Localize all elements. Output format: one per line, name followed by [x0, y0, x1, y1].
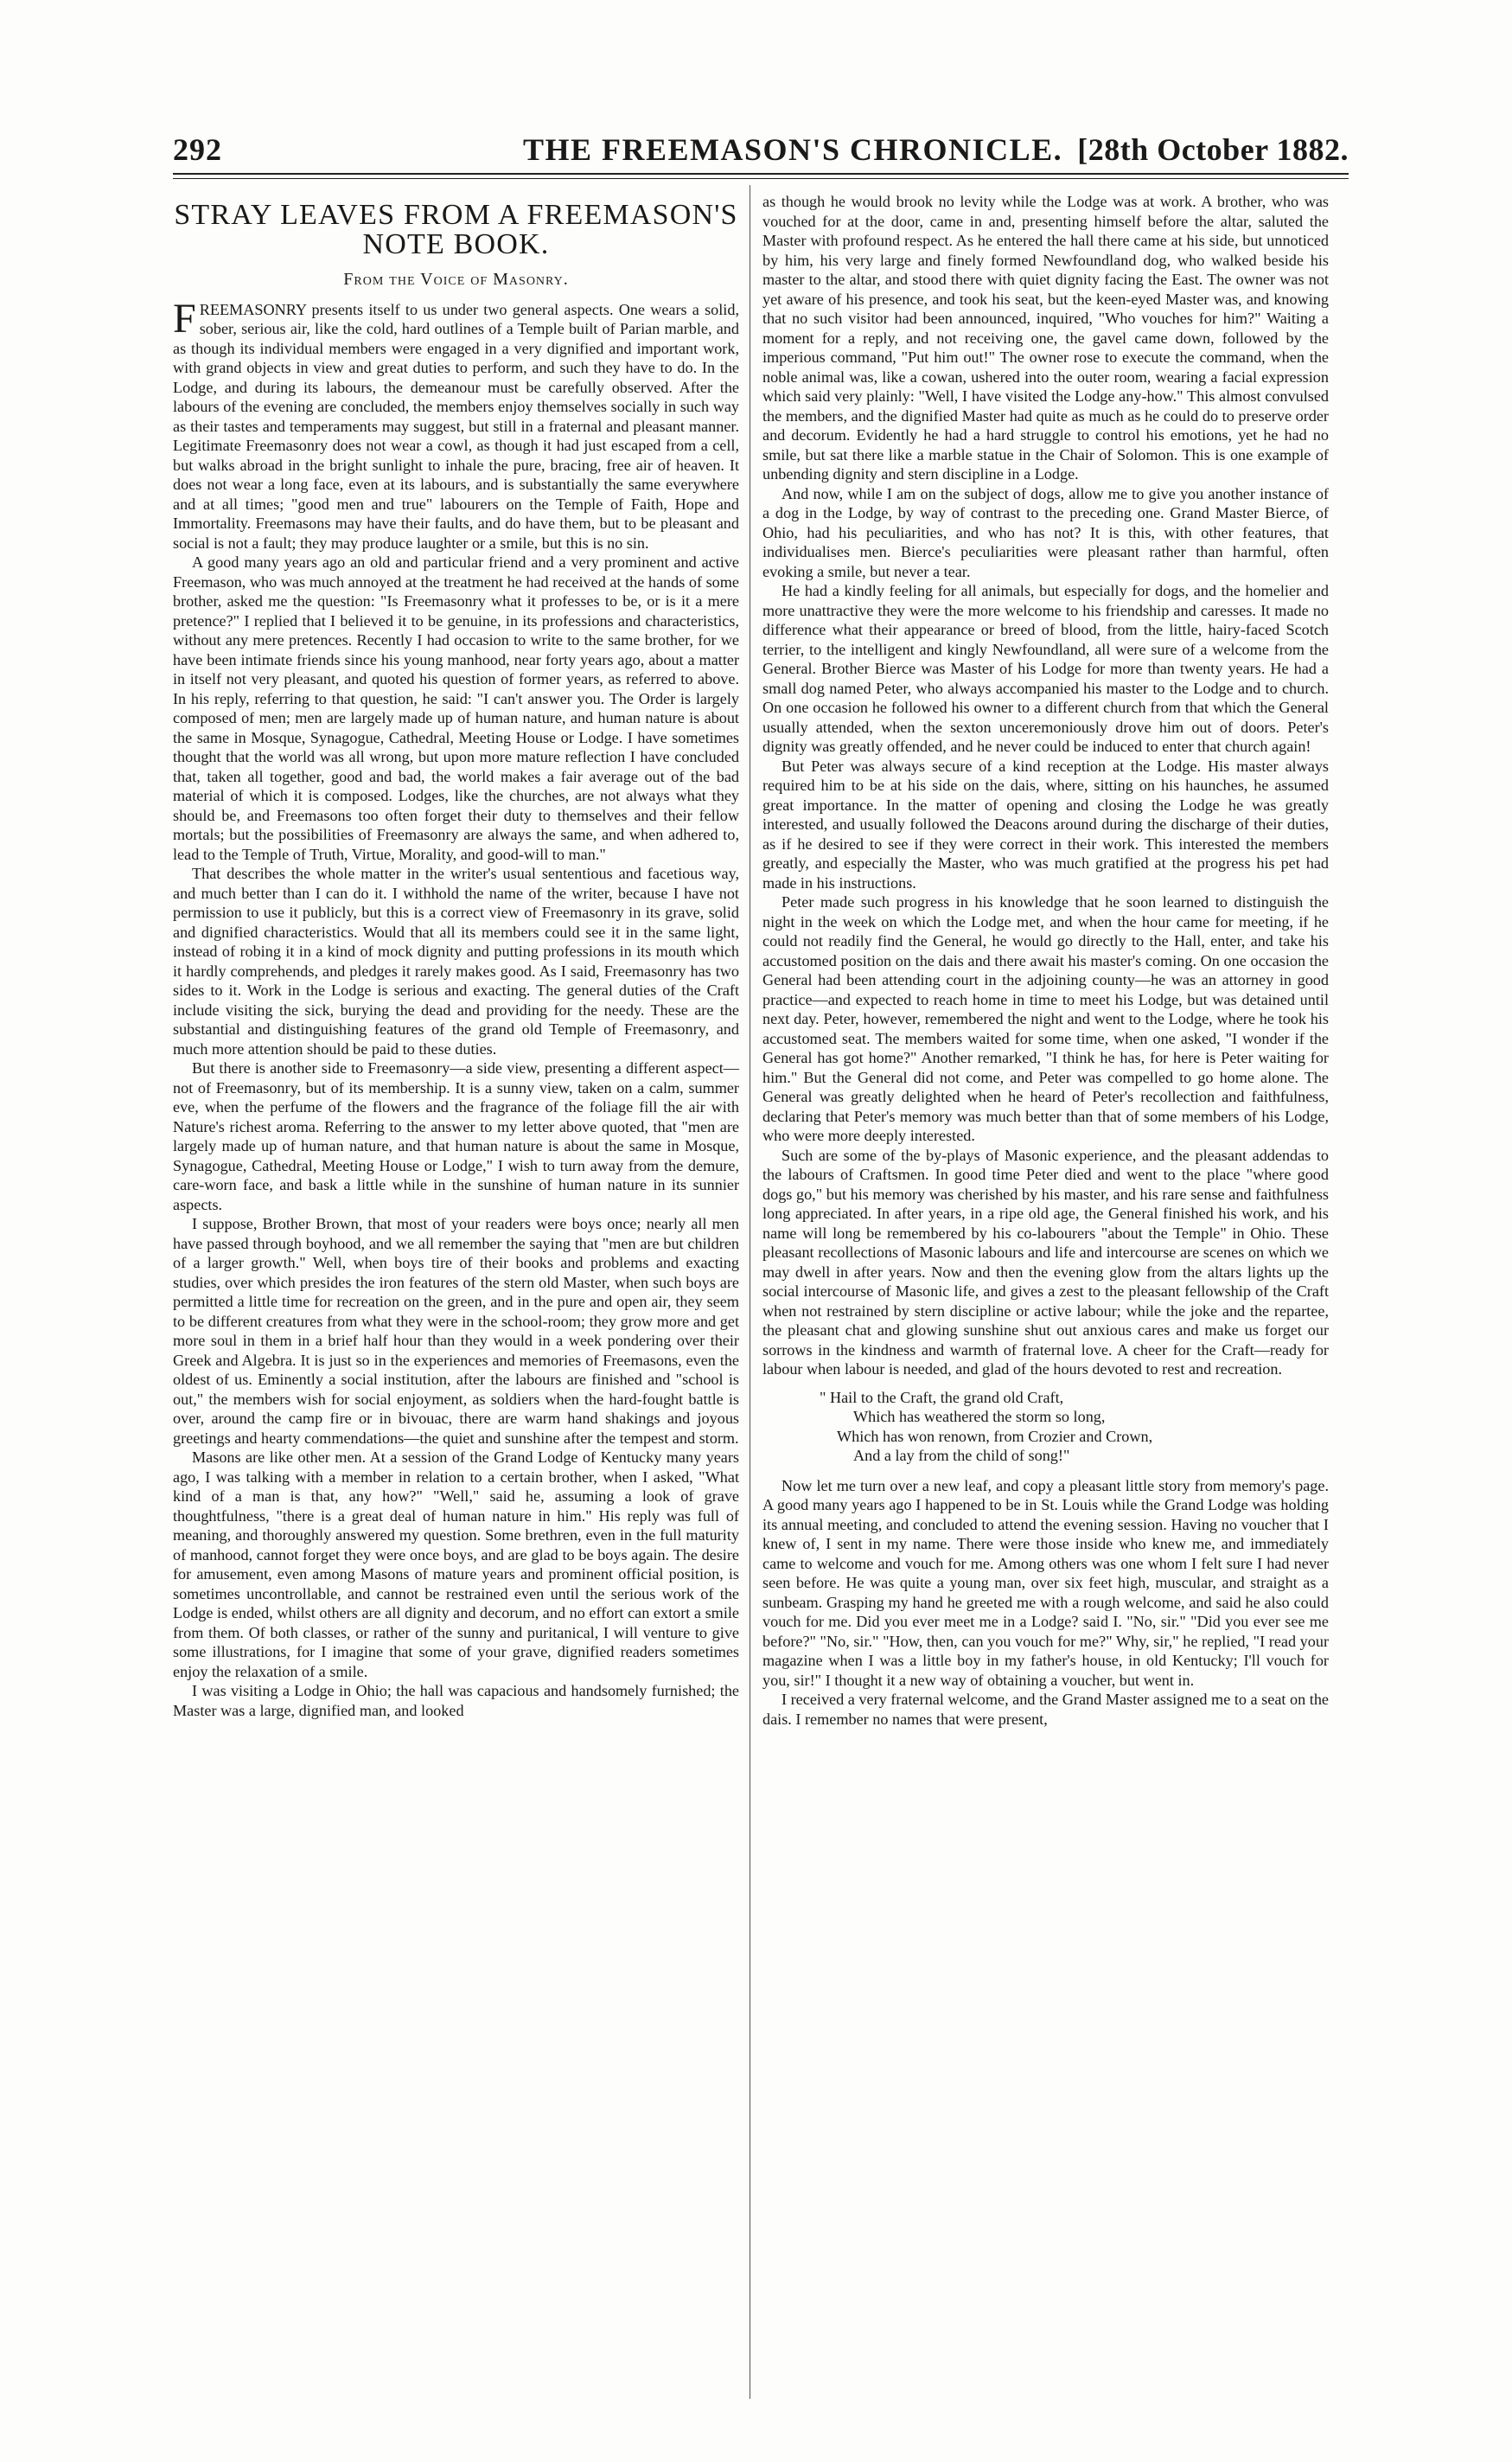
- paragraph: That describes the whole matter in the writer's usual sententious and facetious way, and much better than I can do it. I withhold the name of the writer, because I have not permission to use it publicly, but this is a correct view of Freemasonry in its grave, solid and dignified characteristics. Would that all its members could see it in the same light, instead of robing it in a kind of mock dignity and putting professions in its mouth which it hardly comprehends, and pledges it rarely makes good. As I said, Freemasonry has two sides to it. Work in the Lodge is serious and exacting. The general duties of the Craft include visiting the sick, burying the dead and providing for the needy. These are the substantial and distinguishing features of the grand old Temple of Freemasonry, and much more attention should be paid to these duties.: [173, 865, 739, 1058]
- article-title: STRAY LEAVES FROM A FREEMASON'S NOTE BOOK.: [174, 199, 738, 260]
- paragraph: [173, 295, 739, 553]
- paragraph: Now let me turn over a new leaf, and copy a pleasant little story from memory's page. A good many years ago I happened to be in St. Louis while the Grand Lodge was holding its annual meeting, and concluded to attend the evening session. Having no voucher that I knew of, I sent in my name. There were those inside who knew me, and immediately came to welcome and vouch for me. Among others was one whom I felt sure I had never seen before. He was quite a young man, over six feet high, muscular, and straight as a sunbeam. Grasping my hand he greeted me with a rough welcome, and said he also could vouch for me. Did you ever meet me in a Lodge? said I. "No, sir." "Did you ever see me before?" "No, sir." "How, then, can you vouch for me?" Why, sir," he replied, "I read your magazine when I was a little boy in my father's house, in old Kentucky; I'll vouch for you, sir!" I thought it a new way of obtaining a voucher, but went in.: [762, 1476, 1329, 1689]
- paragraph-text: REEMASONRY presents itself to us under two general aspects. One wears a solid, sober, serious air, like the cold, hard outlines of a Temple built of Parian marble, and as though its individual members were engaged in a very dignified and important work, with grand objects in view and great duties to perform, and such they have to do. In the Lodge, and during its labours, the demeanour must be carefully observed. After the labours of the evening are concluded, the members enjoy themselves socially in such way as their tastes and temperaments may suggest, but still in a fraternal and pleasant manner. Legitimate Freemasonry does not wear a cowl, as though it had just escaped from a cell, but walks abroad in the bright sunlight to inhale the pure, bracing, free air of heaven. It does not wear a long face, even at its labours, and is substantially the same everywhere and at all times; "good men and true" labourers on the Temple of Faith, Hope and Immortality. Freemasons may have their faults, and do have them, but to be pleasant and social is not a fault; they may produce laughter or a smile, but this is no sin.: [173, 300, 739, 552]
- paragraph: He had a kindly feeling for all animals, but especially for dogs, and the homelier and more unattractive they were the more welcome to his friendship and caresses. It made no difference what their appearance or breed of blood, from the little, hairy-faced Scotch terrier, to the intelligent and kingly Newfoundland, all were sure of a welcome from the General. Brother Bierce was Master of his Lodge for more than twenty years. He had a small dog named Peter, who always accompanied his master to the Lodge and to church. On one occasion he followed his owner to a different church from that which the General usually attended, when the sexton unceremoniously drove him out of doors. Peter's dignity was greatly offended, and he never could be induced to enter that church again!: [762, 582, 1329, 755]
- page-number: 292: [173, 132, 222, 167]
- paragraph: I was visiting a Lodge in Ohio; the hall was capacious and handsomely furnished; the Master was a large, dignified man, and looked: [173, 1682, 739, 1719]
- issue-date: [28th October 1882.: [1077, 132, 1349, 167]
- drop-cap: F: [173, 295, 196, 342]
- verse-line: Which has weathered the storm so long,: [853, 1408, 1106, 1425]
- paragraph: And now, while I am on the subject of dogs, allow me to give you another instance of a dog in the Lodge, by way of contrast to the preceding one. Grand Master Bierce, of Ohio, had his peculiarities, and who has not? It is this, with other features, that individualises men. Bierce's peculiarities were pleasant rather than harmful, often evoking a smile, but never a tear.: [762, 484, 1329, 580]
- paragraph: I suppose, Brother Brown, that most of your readers were boys once; nearly all men have passed through boyhood, and we all remember the saying that "men are but children of a larger growth." Well, when boys tire of their books and problems and exacting studies, over which presides the iron features of the stern old Master, when such boys are permitted a little time for recreation on the green, and in the pure and open air, they seem to be different creatures from what they were in the school-room; they grow more and get more soul in them in a brief half hour than they would in a week pondering over their Greek and Algebra. It is just so in the experiences and memories of Freemasons, even the oldest of us. Eminently a social institution, after the labours are finished and "school is out," the members wish for social enjoyment, as soldiers when the hard-fought battle is over, around the camp fire or in bivouac, there are warm hand shakings and joyous greetings and hearty commendations—the quiet and sunshine after the tempest and storm.: [173, 1215, 739, 1447]
- verse-line: And a lay from the child of song!": [853, 1447, 1070, 1464]
- paragraph: A good many years ago an old and particular friend and a very prominent and active Freemason, who was much annoyed at the treatment he had received at the hands of some brother, asked me the question: "Is Freemasonry what it professes to be, or is it a mere pretence?" I replied that I believed it to be genuine, in its professions and characteristics, without any mere pretences. Recently I had occasion to write to the same brother, for we have been intimate friends since his young manhood, near forty years ago, about a matter in itself not very pleasant, and quoted his question of former years, as referred to above. In his reply, referring to that question, he said: "I can't answer you. The Order is largely composed of men; men are largely made up of human nature, and human nature is about the same in Mosque, Synagogue, Cathedral, Meeting House or Lodge. I have sometimes thought that the world was all wrong, but upon more mature reflection I have concluded that, taken all together, good and bad, the world makes a fair average out of the bad material of which it is composed. Lodges, like the churches, are not always what they should be, and Freemasons too often forget their duty to themselves and their fellow mortals; but the possibilities of Freemasonry are always the same, and when adhered to, lead to the Temple of Truth, Virtue, Morality, and good-will to man.": [173, 553, 739, 863]
- header-rule-thin: [173, 178, 1349, 179]
- header-rule: [173, 173, 1349, 175]
- article-source: From the Voice of Masonry.: [343, 270, 569, 289]
- paragraph: But there is another side to Freemasonry—a side view, presenting a different aspect—not of Freemasonry, but of its membership. It is a sunny view, taken on a calm, summer eve, when the perfume of the flowers and the fragrance of the foliage fill the air with Nature's richest aroma. Referring to the answer to my letter above quoted, that "men are largely made up of human nature, and that human nature is about the same in Mosque, Synagogue, Cathedral, Meeting House or Lodge," I wish to turn away from the demure, care-worn face, and bask a little while in the sunshine of human nature in its sunnier aspects.: [173, 1059, 739, 1213]
- running-head: [173, 131, 1349, 176]
- right-column: [762, 192, 1329, 1729]
- paragraph: I received a very fraternal welcome, and the Grand Master assigned me to a seat on the dais. I remember no names that were present,: [762, 1691, 1329, 1728]
- paragraph: Masons are like other men. At a session of the Grand Lodge of Kentucky many years ago, I was talking with a member in relation to a certain brother, when I asked, "What kind of a man is that, any how?" "Well," said he, assuming a look of grave thoughtfulness, "there is a great deal of human nature in him." His reply was full of meaning, and thoroughly answered my question. Some brethren, even in the full maturity of manhood, cannot forget they were once boys, and are glad to be boys again. The desire for amusement, even among Masons of mature years and prominent official position, is sometimes uncontrollable, and cannot be restrained even until the serious work of the Lodge is ended, whilst others are all dignity and decorum, and no effort can extort a smile from them. Of both classes, or rather of the sunny and puritanical, I will venture to give some illustrations, for I imagine that some of your grave, dignified readers sometimes enjoy the relaxation of a smile.: [173, 1448, 739, 1680]
- paragraph: Peter made such progress in his knowledge that he soon learned to distinguish the night in the week on which the Lodge met, and when the hour came for meeting, if he could not readily find the General, he would go directly to the Hall, enter, and take his accustomed position on the dais and there await his master's coming. On one occasion the General had been attending court in the adjoining county—he was an attorney in good practice—and expected to reach home in time to meet his Lodge, but was detained until next day. Peter, however, remembered the night and went to the Lodge, where he took his accustomed seat. The members waited for some time, when one asked, "I wonder if the General has got home?" Another remarked, "I think he has, for here is Peter waiting for him." But the General did not come, and Peter was compelled to go home alone. The General was greatly delighted when he heard of Peter's recollection and faithfulness, declaring that Peter's memory was much better than that of some members of his Lodge, who were more deeply interested.: [762, 893, 1329, 1144]
- left-column: [173, 185, 739, 1720]
- verse-line: Which has won renown, from Crozier and Crown,: [837, 1427, 1153, 1445]
- verse: [762, 1388, 1329, 1466]
- verse-line: " Hail to the Craft, the grand old Craft,: [820, 1388, 1064, 1406]
- paragraph: But Peter was always secure of a kind reception at the Lodge. His master always required him to be at his side on the dais, where, sitting on his haunches, he assumed great importance. In the matter of opening and closing the Lodge he was greatly interested, and usually followed the Deacons around during the discharge of their duties, as if he desired to see if they were correct in their work. This interested the members greatly, and especially the Master, who was much gratified at the progress his pet had made in his instructions.: [762, 757, 1329, 892]
- paper-title: THE FREEMASON'S CHRONICLE.: [523, 132, 1063, 167]
- paragraph: Such are some of the by-plays of Masonic experience, and the pleasant addendas to the labours of Craftsmen. In good time Peter died and went to the place "where good dogs go," but his memory was cherished by his master, and his rare sense and faithfulness long appreciated. In after years, in a ripe old age, the General finished his work, and his name will long be remembered by his co-labourers "about the Temple" in Ohio. These pleasant recollections of Masonic labours and life and intercourse are scenes on which we may dwell in after years. Now and then the evening glow from the altars lights up the social intercourse of Masonic life, and gives a zest to the pleasant fellowship of the Craft when not restrained by stern discipline or active labour; while the joke and the repartee, the pleasant chat and glowing sunshine shut out anxious cares and make us forget our sorrows in the kindness and warmth of fraternal love. A cheer for the Craft—ready for labour when labour is needed, and glad of the hours devoted to rest and recreation.: [762, 1146, 1329, 1378]
- paragraph: as though he would brook no levity while the Lodge was at work. A brother, who was vouched for at the door, came in and, presenting himself before the altar, saluted the Master with profound respect. As he entered the hall there came at his side, but unnoticed by him, his very large and finely formed Newfoundland dog, who walked beside his master to the altar, and stood there with quiet dignity facing the East. The owner was not yet aware of his presence, and took his seat, but the keen-eyed Master was, and knowing that no such visitor had been announced, inquired, "Who vouches for him?" Waiting a moment for a reply, and not receiving one, the gavel came down, followed by the imperious command, "Put him out!" The owner rose to execute the command, when the noble animal was, like a cowan, ushered into the outer room, wearing a facial expression which said very plainly: "Well, I have visited the Lodge any-how." This almost convulsed the members, and the dignified Master had quite as much as he could do to preserve order and decorum. Evidently he had a hard struggle to control his emotions, yet he had no smile, but sat there like a marble statue in the Chair of Solomon. This is one example of unbending dignity and stern discipline in a Lodge.: [762, 193, 1329, 483]
